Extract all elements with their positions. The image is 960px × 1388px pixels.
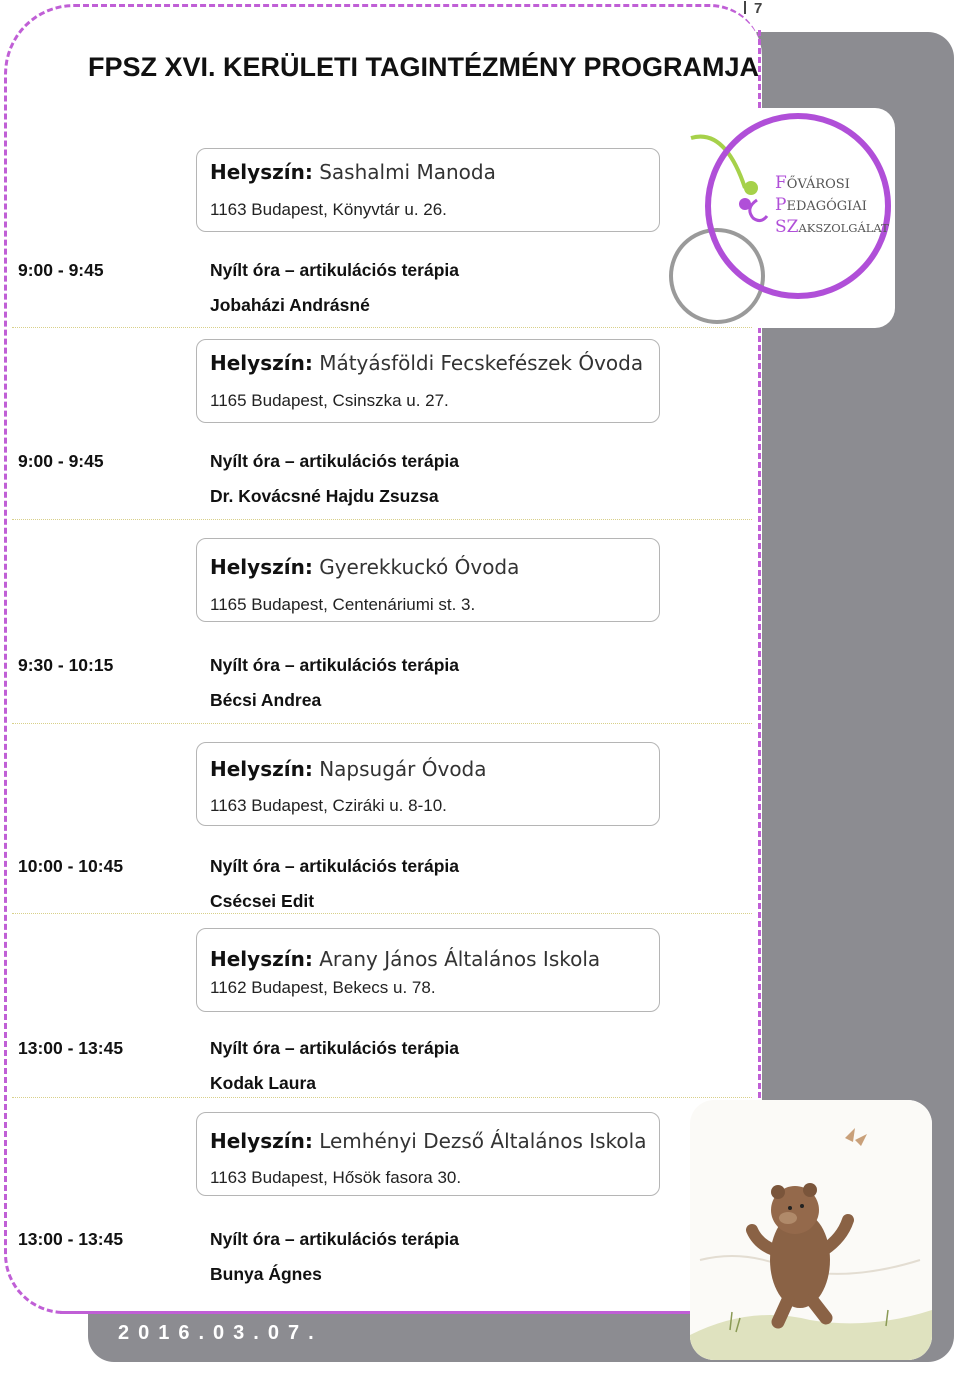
venue-value: Gyerekkuckó Óvoda: [319, 555, 520, 579]
venue-box: [196, 1112, 660, 1196]
location-label: Helyszín:: [210, 160, 313, 184]
separator: [12, 519, 752, 520]
separator: [12, 327, 752, 328]
document-date: 2016.03.07.: [118, 1322, 323, 1344]
event-title: Nyílt óra – artikulációs terápia: [210, 1229, 459, 1249]
bear-illustration: [690, 1100, 932, 1360]
event-time: 9:00 - 9:45: [18, 260, 104, 280]
event-title: Nyílt óra – artikulációs terápia: [210, 856, 459, 876]
venue-box: [196, 928, 660, 1012]
venue-name: [210, 555, 519, 579]
location-label: Helyszín:: [210, 1129, 313, 1153]
bear-illustration-box: [690, 1100, 932, 1360]
logo-dot-green: [744, 181, 758, 195]
venue-name: [210, 1129, 646, 1153]
venue-name: [210, 160, 496, 184]
page-number-value: 7: [754, 0, 763, 17]
event-person: Bunya Ágnes: [210, 1264, 322, 1284]
venue-box: [196, 148, 660, 232]
venue-address: 1163 Budapest, Könyvtár u. 26.: [210, 200, 447, 219]
location-label: Helyszín:: [210, 757, 313, 781]
fpsz-logo: [665, 108, 900, 333]
event-time: 13:00 - 13:45: [18, 1038, 124, 1058]
venue-value: Napsugár Óvoda: [319, 757, 487, 781]
event-person: Dr. Kovácsné Hajdu Zsuzsa: [210, 486, 439, 506]
event-person: Csécsei Edit: [210, 891, 315, 911]
venue-name: [210, 351, 643, 375]
venue-address: 1163 Budapest, Hősök fasora 30.: [210, 1168, 462, 1187]
event-time: 10:00 - 10:45: [18, 856, 124, 876]
event-title: Nyílt óra – artikulációs terápia: [210, 451, 459, 471]
logo-text-line2: PEDAGÓGIAI: [775, 195, 867, 215]
event-title: Nyílt óra – artikulációs terápia: [210, 655, 459, 675]
venue-value: Mátyásföldi Fecskefészek Óvoda: [319, 351, 644, 375]
venue-box: [196, 742, 660, 826]
location-label: Helyszín:: [210, 555, 313, 579]
card-bottom-border: [60, 1311, 760, 1314]
event-time: 9:30 - 10:15: [18, 655, 114, 675]
page-number: [744, 0, 762, 17]
location-label: Helyszín:: [210, 947, 313, 971]
venue-value: Lemhényi Dezső Általános Iskola: [319, 1129, 647, 1153]
logo-text-line3: SZAKSZOLGÁLAT: [775, 217, 889, 237]
separator: [12, 913, 752, 914]
separator: [12, 723, 752, 724]
event-time: 13:00 - 13:45: [18, 1229, 124, 1249]
venue-address: 1162 Budapest, Bekecs u. 78.: [210, 978, 436, 997]
event-person: Kodak Laura: [210, 1073, 316, 1093]
logo-figure-curve: [750, 200, 767, 221]
venue-value: Arany János Általános Iskola: [319, 947, 601, 971]
logo-text-line1: FŐVÁROSI: [775, 173, 850, 193]
event-time: 9:00 - 9:45: [18, 451, 104, 471]
venue-value: Sashalmi Manoda: [319, 160, 496, 184]
venue-box: [196, 339, 660, 423]
venue-name: [210, 947, 600, 971]
event-person: Jobaházi Andrásné: [210, 295, 370, 315]
event-title: Nyílt óra – artikulációs terápia: [210, 1038, 459, 1058]
venue-name: [210, 757, 487, 781]
location-label: Helyszín:: [210, 351, 313, 375]
page-title: FPSZ XVI. KERÜLETI TAGINTÉZMÉNY PROGRAMJA: [88, 52, 760, 82]
venue-box: [196, 538, 660, 622]
event-person: Bécsi Andrea: [210, 690, 322, 710]
venue-address: 1165 Budapest, Centenáriumi st. 3.: [210, 595, 476, 614]
event-title: Nyílt óra – artikulációs terápia: [210, 260, 459, 280]
venue-address: 1165 Budapest, Csinszka u. 27.: [210, 391, 449, 410]
venue-address: 1163 Budapest, Cziráki u. 8-10.: [210, 796, 447, 815]
separator: [12, 1097, 752, 1098]
